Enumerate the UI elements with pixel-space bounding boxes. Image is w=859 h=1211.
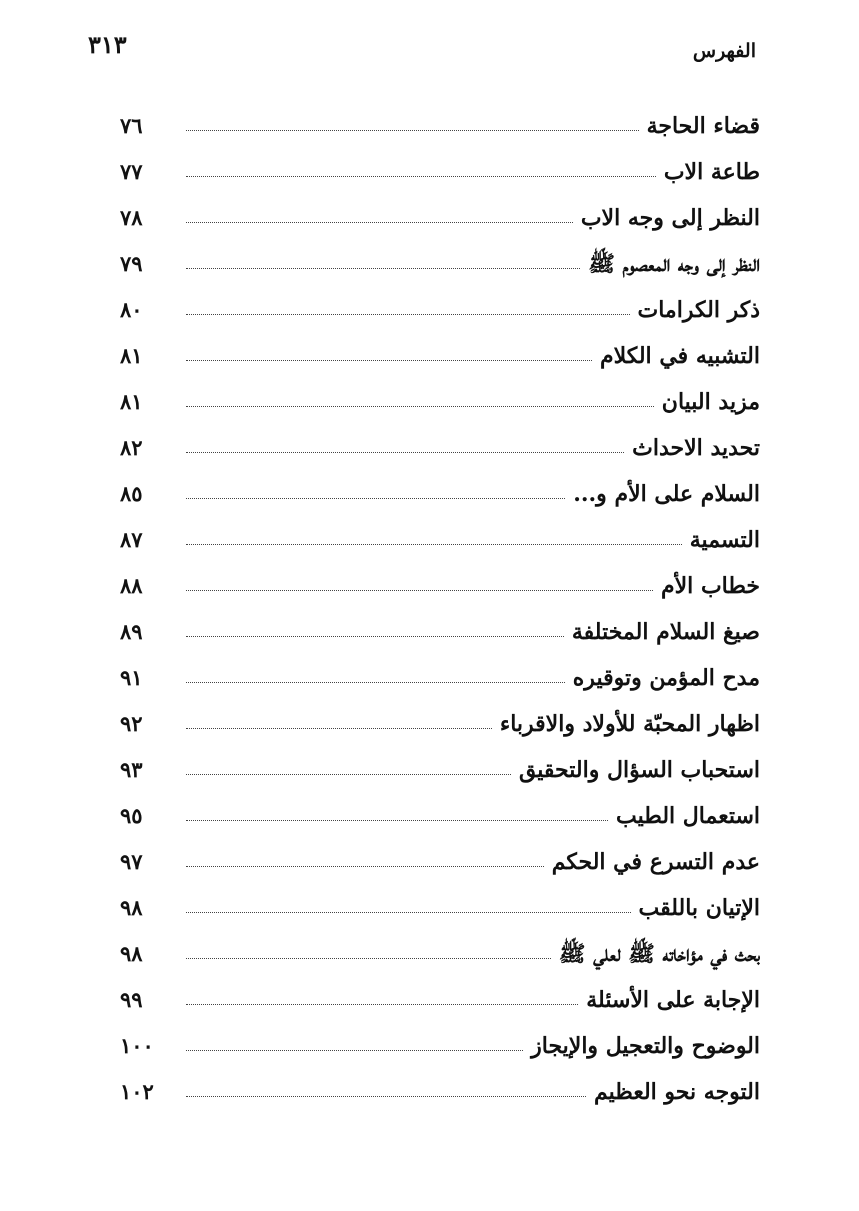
- toc-entry-page: ٨١: [120, 343, 143, 368]
- toc-entry-title: النظر إلى وجه المعصوم ﷺ: [588, 251, 760, 277]
- toc-entry-page: ٨٥: [120, 481, 143, 506]
- toc-entry-title: تحديد الاحداث: [632, 435, 760, 461]
- dot-leader: [186, 314, 630, 315]
- toc-entry-page: ٨٨: [120, 573, 143, 598]
- toc-entry-page: ٩٧: [120, 849, 143, 874]
- toc-entry-page: ٨١: [120, 389, 143, 414]
- toc-entry-title: الإجابة على الأسئلة: [586, 987, 760, 1013]
- toc-entry-title: ذكر الكرامات: [637, 297, 760, 323]
- dot-leader: [186, 544, 682, 545]
- dot-leader: [186, 360, 592, 361]
- dot-leader: [186, 406, 654, 407]
- toc-entry-page: ٨٢: [120, 435, 143, 460]
- toc-entry-page: ٧٦: [120, 113, 143, 138]
- toc-entry: [120, 517, 760, 563]
- toc-entry: [120, 471, 760, 517]
- toc-entry: [120, 655, 760, 701]
- toc-entry-title: صيغ السلام المختلفة: [571, 619, 760, 645]
- toc-entry: [120, 1069, 760, 1115]
- toc-entry-page: ١٠٠: [120, 1033, 154, 1058]
- section-title: الفهرس: [692, 40, 756, 62]
- toc-entry-title: التسمية: [689, 527, 760, 553]
- toc-entry-page: ٧٩: [120, 251, 143, 276]
- toc-entry: [120, 195, 760, 241]
- toc-entry: [120, 701, 760, 747]
- dot-leader: [186, 222, 573, 223]
- toc-entry-title: الإتيان باللقب: [638, 895, 760, 921]
- toc-entry: [120, 1023, 760, 1069]
- toc-entry-page: ٩٥: [120, 803, 143, 828]
- dot-leader: [186, 958, 551, 959]
- toc-entry-title: استحباب السؤال والتحقيق: [518, 757, 760, 783]
- toc-entry: [120, 563, 760, 609]
- toc-entry-page: ٨٩: [120, 619, 143, 644]
- dot-leader: [186, 912, 631, 913]
- toc-entry: [120, 379, 760, 425]
- toc-entry-title: اظهار المحبّة للأولاد والاقرباء: [499, 711, 760, 737]
- toc-entry-title: النظر إلى وجه الاب: [580, 205, 760, 231]
- dot-leader: [186, 682, 565, 683]
- toc-entry: [120, 747, 760, 793]
- toc-entry-page: ٩٣: [120, 757, 143, 782]
- dot-leader: [186, 1004, 578, 1005]
- toc-entry-title: مدح المؤمن وتوقيره: [572, 665, 760, 691]
- toc-entry: [120, 149, 760, 195]
- toc-entry-title: الوضوح والتعجيل والإيجاز: [531, 1033, 760, 1059]
- dot-leader: [186, 176, 656, 177]
- toc-entry-page: ٨٧: [120, 527, 143, 552]
- dot-leader: [186, 1096, 586, 1097]
- dot-leader: [186, 268, 580, 269]
- toc-entry-title: عدم التسرع في الحكم: [551, 849, 760, 875]
- dot-leader: [186, 866, 544, 867]
- toc-entry-page: ٨٠: [120, 297, 143, 322]
- toc-entry: [120, 241, 760, 287]
- toc-entry-page: ٧٧: [120, 159, 143, 184]
- toc-entry-title: بحث في مؤاخاته ﷺ لعلي ﷺ: [558, 941, 760, 967]
- page-number: ٣١٣: [88, 30, 127, 59]
- toc-entry: [120, 333, 760, 379]
- toc-entry: [120, 609, 760, 655]
- toc-entry-page: ٩١: [120, 665, 143, 690]
- toc-entry-title: استعمال الطيب: [616, 803, 760, 829]
- toc-entry: [120, 425, 760, 471]
- toc-entry-page: ٩٨: [120, 941, 143, 966]
- toc-entry-title: التشبيه في الكلام: [599, 343, 760, 369]
- toc-entry-page: ٩٨: [120, 895, 143, 920]
- dot-leader: [186, 774, 511, 775]
- table-of-contents: [120, 103, 760, 1115]
- toc-entry-title: السلام على الأم و...: [573, 481, 760, 507]
- toc-entry-page: ٩٢: [120, 711, 143, 736]
- dot-leader: [186, 590, 653, 591]
- dot-leader: [186, 498, 565, 499]
- toc-entry-title: خطاب الأم: [661, 573, 760, 599]
- dot-leader: [186, 820, 608, 821]
- toc-entry: [120, 287, 760, 333]
- toc-entry-title: مزيد البيان: [661, 389, 760, 415]
- toc-entry-page: ٧٨: [120, 205, 143, 230]
- toc-entry: [120, 931, 760, 977]
- toc-entry: [120, 839, 760, 885]
- toc-entry: [120, 103, 760, 149]
- toc-entry: [120, 977, 760, 1023]
- toc-entry: [120, 885, 760, 931]
- toc-entry-title: قضاء الحاجة: [646, 113, 760, 139]
- toc-entry-title: طاعة الاب: [663, 159, 760, 185]
- dot-leader: [186, 452, 624, 453]
- toc-entry-title: التوجه نحو العظيم: [594, 1079, 760, 1105]
- dot-leader: [186, 130, 639, 131]
- dot-leader: [186, 728, 492, 729]
- dot-leader: [186, 636, 564, 637]
- toc-entry: [120, 793, 760, 839]
- dot-leader: [186, 1050, 523, 1051]
- toc-entry-page: ١٠٢: [120, 1079, 154, 1104]
- toc-entry-page: ٩٩: [120, 987, 143, 1012]
